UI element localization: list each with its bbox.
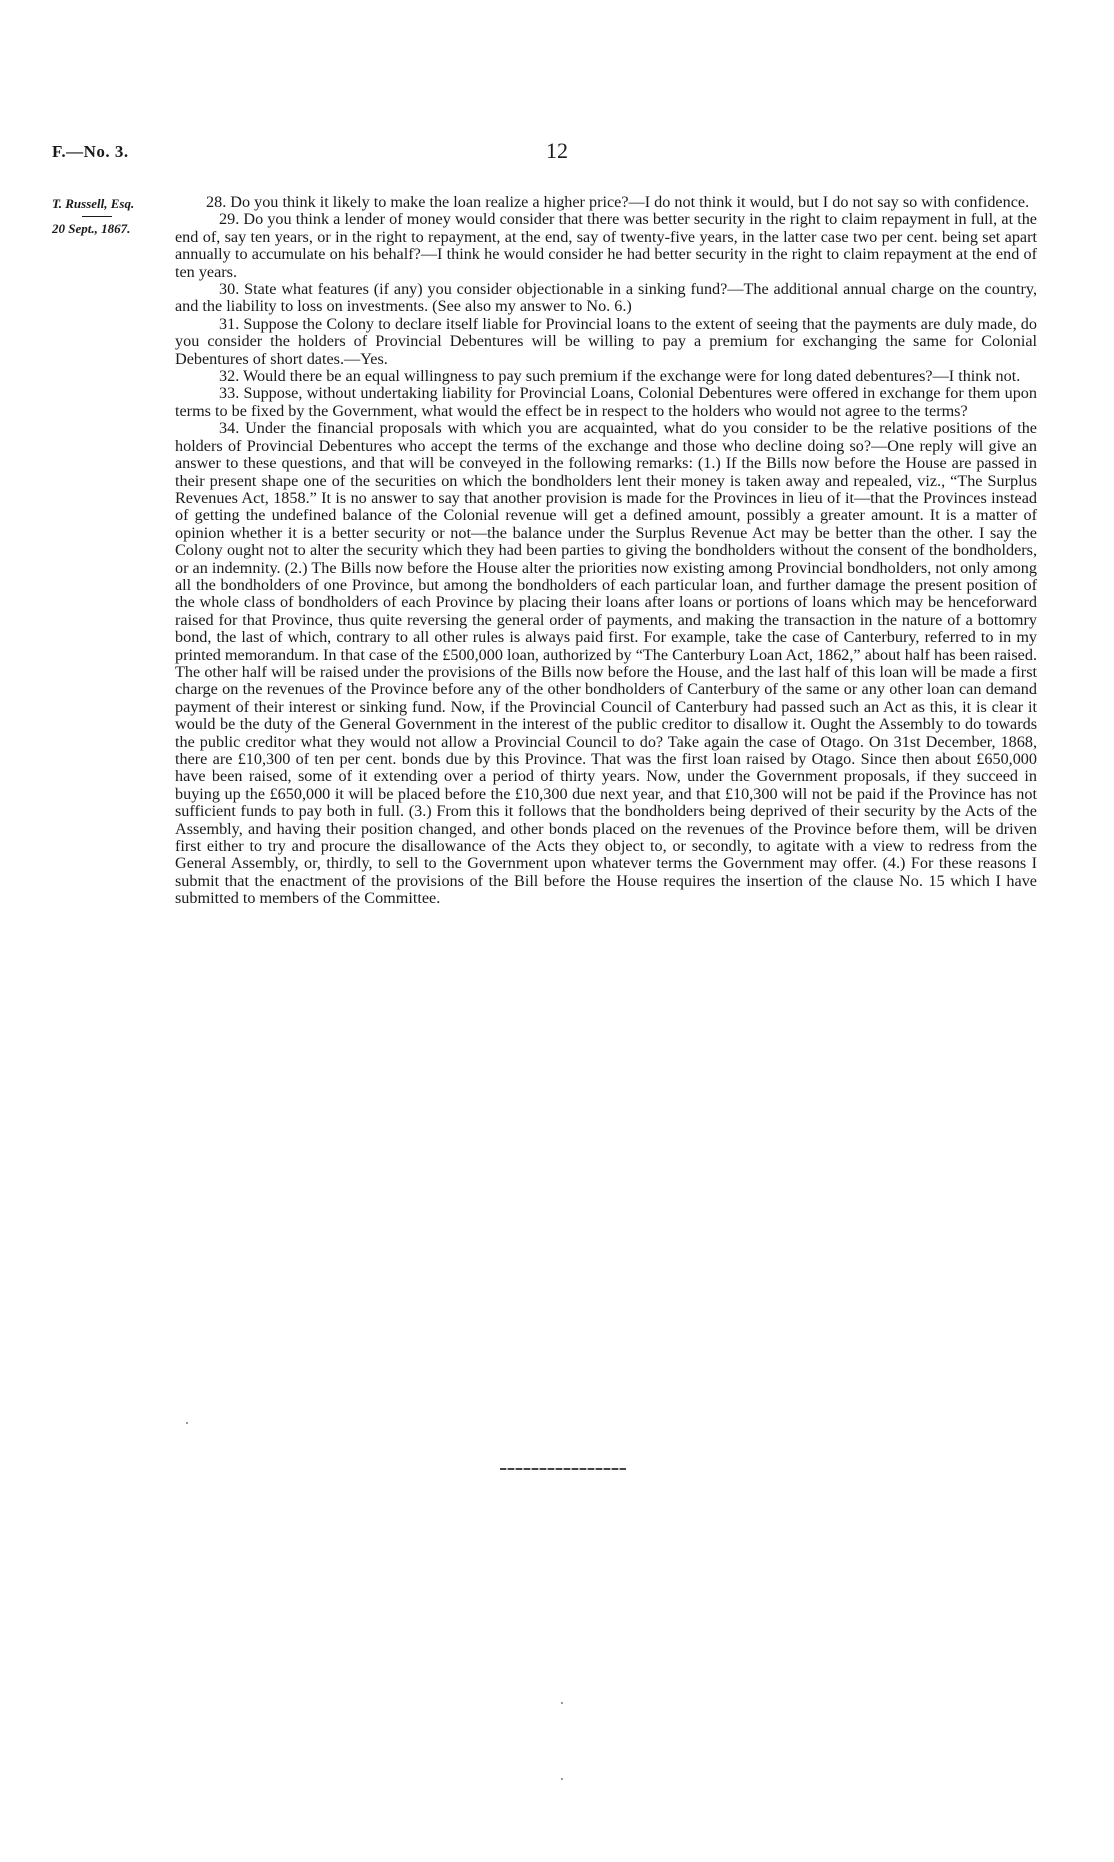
print-speck [561, 1702, 563, 1704]
margin-divider [82, 216, 112, 217]
evidence-body [175, 194, 1037, 908]
witness-name: T. Russell, Esq. [52, 196, 135, 211]
question-28: 28. Do you think it likely to make the loan realize a higher price?—I do not think it would, but I do not say so with confidence. [206, 193, 1030, 211]
print-speck [186, 1422, 188, 1424]
question-34: 34. Under the financial proposals with which you are acquainted, what do you consider to be the relative positions of the holders of Provincial Debentures who accept the terms of the exchange and those who decline doing so?—One reply will give an answer to these questions, and that will be conveyed in the following remarks: (1.) If the Bills now before the House are passed in their present shape one of the securities on which the bondholders lent their money is taken away and repealed, viz., “The Surplus Revenues Act, 1858.” It is no answer to say that another provision is made for the Provinces in lieu of it—that the Provinces instead of getting the undefined balance of the Colonial revenue will get a defined amount, possibly a greater amount. It is a matter of opinion whether it is a better security or not—the balance under the Surplus Revenue Act may be better than the other. I say the Colony ought not to alter the security which they had been parties to giving the bondholders without the consent of the bondholders, or an indemnity. (2.) The Bills now before the House alter the priorities now existing among Provincial bondholders, not only among all the bondholders of one Province, but among the bondholders of each particular loan, and further damage the present position of the whole class of bondholders of each Province by placing their loans after loans or portions of loans which may be henceforward raised for that Province, thus quite reversing the general order of payments, and making the transaction in the nature of a bottomry bond, the last of which, contrary to all other rules is always paid first. For example, take the case of Canterbury, referred to in my printed memorandum. In that case of the £500,000 loan, authorized by “The Canterbury Loan Act, 1862,” about half has been raised. The other half will be raised under the provisions of the Bills now before the House, and the last half of this loan will be made a first charge on the revenues of the Province before any of the other bondholders of Canterbury of the same or any other loan can demand payment of their interest or sinking fund. Now, if the Provincial Council of Canterbury had passed such an Act as this, it is clear it would be the duty of the General Government in the interest of the public creditor to disallow it. Ought the Assembly to do towards the public creditor what they would not allow a Provincial Council to do? Take again the case of Otago. On 31st December, 1868, there are £10,300 of ten per cent. bonds due by this Province. That was the first loan raised by Otago. Since then about £650,000 have been raised, some of it extending over a period of thirty years. Now, under the Government proposals, if they succeed in buying up the £650,000 it will be placed before the £10,300 due next year, and that £10,300 will not be paid if the Province has not sufficient funds to pay both in full. (3.) From this it follows that the bondholders being deprived of their security by the Acts of the Assembly, and having their position changed, and other bonds placed on the revenues of the Province before them, will be driven first either to try and procure the disallowance of the Acts they object to, or secondly, to agitate with a view to redress from the General Assembly, or, thirdly, to sell to the Government upon whatever terms the Government may offer. (4.) For these reasons I submit that the enactment of the provisions of the Bill before the House requires the insertion of the clause No. 15 which I have submitted to members of the Committee. [175, 419, 1037, 908]
print-speck [561, 1778, 563, 1780]
question-29: 29. Do you think a lender of money would consider that there was better security in the right to claim repayment in full, at the end of, say ten years, or in the right to repayment, at the end, say of twenty-five years, in the latter case two per cent. being set apart annually to accumulate on his behalf?—I think he would consider he had better security in the right to claim repayment at the end of ten years. [175, 210, 1037, 281]
evidence-date: 20 Sept., 1867. [52, 221, 131, 236]
closing-rule [500, 1468, 626, 1470]
question-33: 33. Suppose, without undertaking liability for Provincial Loans, Colonial Debentures were offered in exchange for them upon terms to be fixed by the Government, what would the effect be in respect to the holders who would not agree to the terms? [175, 384, 1037, 420]
question-31: 31. Suppose the Colony to declare itself liable for Provincial loans to the extent of seeing that the payments are duly made, do you consider the holders of Provincial Debentures will be willing to pay a premium for exchanging the same for Colonial Debentures of short dates.—Yes. [175, 314, 1037, 368]
question-30: 30. State what features (if any) you consider objectionable in a sinking fund?—The additional annual charge on the country, and the liability to loss on investments. (See also my answer to No. 6.) [175, 280, 1037, 316]
margin-note [52, 196, 182, 237]
document-reference: F.—No. 3. [52, 142, 129, 161]
page-number: 12 [546, 138, 568, 163]
question-32: 32. Would there be an equal willingness to pay such premium if the exchange were for long dated debentures?—I think not. [219, 367, 1021, 386]
